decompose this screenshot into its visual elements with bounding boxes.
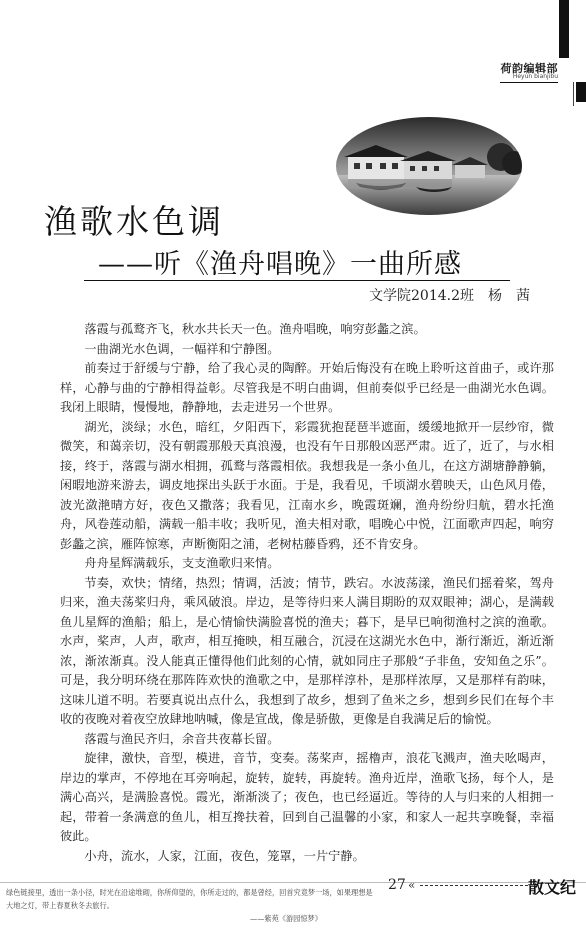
article-title: 渔歌水色调	[44, 202, 224, 241]
section-tab-subtitle: Heyun bianjibu	[512, 73, 558, 80]
article-paragraph: 旋律，激快，音型，模进，音节，变奏。荡桨声，摇橹声，浪花飞溅声，渔夫吆喝声，岸边的掌声，不停地在耳旁响起，旋转，旋转，再旋转。渔舟近岸，渔歌飞扬，每个人，是满心高兴，是满脸喜悦。霞光，渐渐淡了；夜色，也已经逼近。等待的人与归来的人相拥一起，带着一条满意的鱼儿，相互搀扶着，回到自己温馨的小家，和家人一起共享晚餐，幸福彼此。	[60, 751, 554, 843]
footer-divider	[0, 882, 586, 883]
author-byline: 文学院2014.2班 杨 茜	[369, 288, 530, 304]
article-body	[60, 320, 554, 866]
section-name: 散文纪	[528, 878, 577, 897]
article-subtitle: ——听《渔舟唱晚》一曲所感	[98, 249, 462, 280]
tab-divider	[500, 82, 558, 83]
tab-marker-bar	[559, 0, 569, 58]
page-arrow-glyph: «	[408, 878, 416, 892]
water-town-photo	[336, 117, 522, 215]
tab-vertical-rule	[573, 82, 574, 106]
article-paragraph: 一曲湖光水色调，一幅祥和宁静图。	[84, 341, 280, 356]
article-paragraph: 前奏过于舒缓与宁静，给了我心灵的陶醉。开始后悔没有在晚上聆听这首曲子，或许那样，心静与曲的宁静相得益彰。尽管我是不明白曲调，但前奏似乎已经是一曲湖光水色调。我闭上眼睛，慢慢地，静静地，去走进另一个世界。	[60, 361, 554, 414]
page-number: 27	[388, 877, 406, 893]
article-paragraph: 湖光，淡绿；水色，暗红，夕阳西下，彩霞犹抱琵琶半遮面，缓缓地掀开一层纱帘，微微笑，和蔼亲切，没有朝霞那般天真浪漫，也没有午日那般凶恶严肃。近了，近了，与水相接，终于，落霞与湖水相拥，孤鹜与落霞相依。我想我是一条小鱼儿，在这方湖塘静静躺，闲暇地游来游去，调皮地探出头跃于水面。于是，我看见，千顷湖水碧映天，山色风月倦，波光潋滟晴方好，夜色又撒落；我看见，江南水乡，晚霞斑斓，渔舟纷纷归航，碧水托渔舟，风卷莲动船，满载一船丰收；我听见，渔夫相对歌，唱晚心中悦，江面歌声四起，响穷彭蠡之滨，雁阵惊寒，声断衡阳之浦，老树枯藤昏鸦，还不肯安身。	[60, 419, 554, 551]
page-dashed-line	[420, 885, 528, 886]
article-paragraph: 落霞与渔民齐归，余音共夜幕长留。	[84, 731, 280, 746]
title-underline	[84, 280, 510, 281]
footer-quote-source: ——紫苑《游园惊梦》	[250, 914, 322, 923]
water-town-illustration	[336, 117, 522, 215]
article-paragraph: 节奏，欢快；情绪，热烈；情调，活波；情节，跌宕。水波荡漾，渔民们摇着桨，驾舟归来，渔夫荡桨归舟，乘风破浪。岸边，是等待归来人满目期盼的双双眼神；湖心，是满载鱼儿星辉的渔船；船上，是心情愉快满脸喜悦的渔夫；暮下，是早已响彻渔村之滨的渔歌。水声，桨声，人声，歌声，相互掩映，相互融合，沉浸在这湖光水色中，渐行渐近，渐近渐浓，渐浓渐真。没人能真正懂得他们此刻的心情，就如同庄子那般“子非鱼，安知鱼之乐”。可是，我分明环绕在那阵阵欢快的渔歌之中，是那样淳朴，是那样浓厚，又是那样有韵味，这味儿道不明。若要真说出点什么，我想到了故乡，想到了鱼米之乡，想到乡民们在每个丰收的夜晚对着夜空放肆地呐喊，像是宣战，像是骄傲，更像是自我满足后的愉悦。	[60, 575, 554, 726]
article-paragraph: 小舟，流水，人家，江面，夜色，笼罩，一片宁静。	[84, 848, 365, 863]
article-paragraph: 舟舟星辉满载乐，支支渔歌归来情。	[84, 556, 280, 570]
tab-marker-block	[576, 82, 586, 102]
section-tab-title: 荷韵编辑部	[500, 62, 558, 75]
article-paragraph: 落霞与孤鹜齐飞，秋水共长天一色。渔舟唱晚，响穷彭蠡之滨。	[84, 322, 426, 336]
footer-quote: 绿色链接里，透出一条小径，时光在沿途堆砌，你所仰望的，你所走过的，都是曾经，回首究竟梦一场，如果理想是大地之灯，带上春夏秋冬去旅行。	[6, 888, 373, 910]
